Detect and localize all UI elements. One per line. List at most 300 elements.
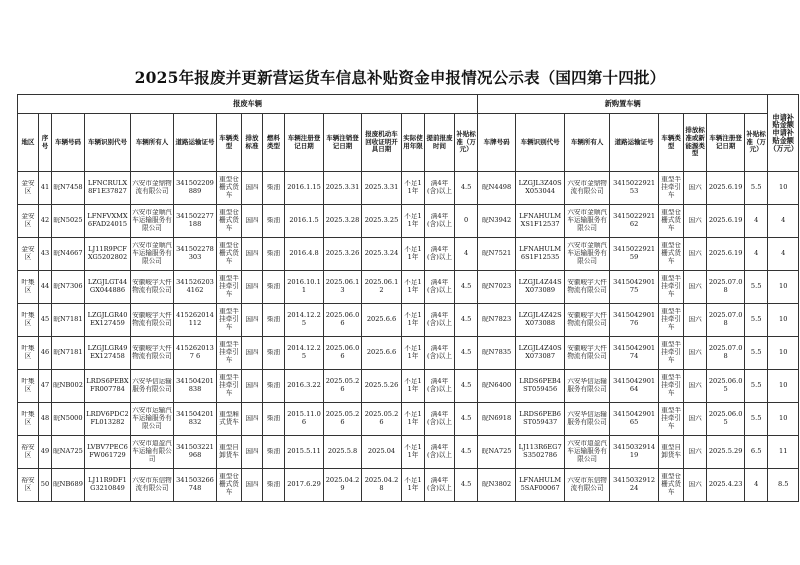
cell-value: 2025.6.19 [708, 250, 743, 258]
cell-value: 皖N6918 [482, 415, 512, 423]
cell-value: 2025.5.26 [364, 382, 399, 390]
cell-value: 45 [40, 316, 50, 324]
table-cell [362, 205, 402, 238]
cell-value: 不足11年 [404, 477, 422, 492]
cell-value: 2016.1.15 [287, 184, 321, 192]
table-cell [745, 337, 768, 370]
table-cell [707, 370, 745, 403]
cell-value: 10 [779, 349, 788, 357]
cell-value: 六安市道盈汽车运输服务有限公司 [567, 440, 607, 463]
cell-value: 4.5 [460, 283, 472, 291]
cell-value: 满4年(含)以上 [427, 213, 452, 228]
table-cell [242, 337, 263, 370]
table-cell [565, 436, 610, 469]
cell-value: 皖N7458 [53, 184, 83, 192]
table-cell [565, 271, 610, 304]
table-cell [174, 403, 217, 436]
table-cell [285, 271, 324, 304]
table-cell [263, 205, 285, 238]
apply-unit-label: 申请补贴金额（万元） [769, 128, 798, 153]
cell-value: 重型仓栅式货车 [661, 209, 682, 232]
table-cell [39, 205, 52, 238]
table-cell [18, 205, 39, 238]
col-header: 车牌号码 [478, 114, 516, 172]
table-cell [242, 304, 263, 337]
table-cell [242, 370, 263, 403]
cell-value: 安徽峻宇大件物流有限公司 [132, 279, 172, 294]
cell-value: 50 [40, 481, 50, 489]
cell-value: 皖N7023 [482, 283, 512, 291]
table-cell [768, 469, 799, 502]
cell-value: 满4年(含)以上 [427, 477, 452, 492]
cell-value: 叶集区 [21, 312, 35, 327]
table-cell [217, 304, 242, 337]
table-cell [131, 304, 174, 337]
col-header: 车辆所有人 [565, 114, 610, 172]
table-row [18, 172, 799, 205]
cell-value: 0 [463, 217, 469, 225]
cell-value: 2025.6.6 [366, 349, 397, 357]
cell-value: 安徽峻宇大件物流有限公司 [132, 345, 172, 360]
cell-value: 满4年(含)以上 [427, 444, 452, 459]
table-cell [707, 172, 745, 205]
table-cell [217, 469, 242, 502]
table-cell [285, 403, 324, 436]
cell-value: 皖N4667 [53, 250, 83, 258]
cell-value: 国六 [688, 184, 702, 192]
col-header: 实际使用年限 [402, 114, 425, 172]
cell-value: 皖N7823 [482, 316, 512, 324]
cell-value: 六安市金顺汽车运输服务有限公司 [132, 209, 172, 232]
table-cell [659, 271, 684, 304]
table-cell [516, 172, 565, 205]
cell-value: LVBV7PEC6FW061729 [87, 444, 128, 459]
table-cell [362, 403, 402, 436]
cell-value: LZGJL4Z42SX073088 [518, 312, 562, 327]
cell-value: 5.5 [750, 316, 762, 324]
table-cell [242, 205, 263, 238]
table-cell [242, 469, 263, 502]
cell-value: LFNCRULX8F1E37827 [87, 180, 128, 195]
table-cell [39, 469, 52, 502]
col-header: 车辆类型 [659, 114, 684, 172]
cell-value: 4 [781, 217, 786, 225]
cell-value: 皖N3942 [482, 217, 512, 225]
table-cell [565, 304, 610, 337]
cell-value: 不足11年 [404, 444, 422, 459]
subsidy-table [17, 94, 799, 502]
cell-value: LZGJLGR49EX127458 [87, 345, 128, 360]
cell-value: 重型半挂牵引车 [661, 341, 682, 364]
table-cell [85, 436, 131, 469]
table-cell [131, 337, 174, 370]
cell-value: 8.5 [777, 481, 789, 489]
table-cell [174, 469, 217, 502]
table-cell [217, 271, 242, 304]
cell-value: 满4年(含)以上 [427, 246, 452, 261]
table-cell [85, 337, 131, 370]
table-cell [85, 370, 131, 403]
table-cell [707, 205, 745, 238]
table-cell [362, 271, 402, 304]
cell-value: 4.5 [460, 349, 472, 357]
table-cell [455, 271, 478, 304]
cell-value: 341502277188 [176, 213, 214, 228]
cell-value: 国四 [245, 283, 259, 291]
cell-value: 国六 [688, 217, 702, 225]
cell-value: 重型半挂牵引车 [219, 308, 239, 331]
table-cell [684, 304, 707, 337]
cell-value: 重型仓栅式货车 [219, 242, 239, 265]
cell-value: 柴油 [266, 349, 281, 357]
table-cell [659, 172, 684, 205]
cell-value: 重型半挂牵引车 [661, 275, 682, 298]
table-body [18, 95, 799, 502]
cell-value: 不足11年 [404, 345, 422, 360]
table-cell [174, 172, 217, 205]
cell-value: 341504201838 [176, 378, 214, 393]
cell-value: 2025.06.05 [708, 378, 743, 393]
col-header: 排放标准或新能源类型 [684, 114, 707, 172]
table-cell [402, 238, 425, 271]
table-cell [285, 436, 324, 469]
cell-value: 341502292153 [613, 180, 656, 195]
cell-value: 4 [781, 250, 786, 258]
table-cell [52, 337, 85, 370]
table-cell [745, 469, 768, 502]
col-header: 补贴标准（万元） [455, 114, 478, 172]
cell-value: 柴油 [266, 448, 281, 456]
cell-value: 柴油 [266, 283, 281, 291]
cell-value: 2025.5.29 [708, 448, 743, 456]
cell-value: 2025.04.29 [325, 477, 360, 492]
table-cell [52, 436, 85, 469]
cell-value: 六安市金鼎物流有限公司 [567, 180, 607, 195]
table-cell [324, 304, 362, 337]
cell-value: LZGJLGR40EX127459 [87, 312, 128, 327]
cell-value: 国六 [688, 349, 702, 357]
cell-value: LZGJLGT44GX044886 [87, 279, 128, 294]
cell-value: 48 [40, 415, 50, 423]
table-cell [39, 337, 52, 370]
table-row [18, 337, 799, 370]
table-cell [362, 469, 402, 502]
table-cell [425, 304, 455, 337]
table-cell [52, 469, 85, 502]
table-cell [516, 205, 565, 238]
cell-value: 皖NB689 [53, 481, 83, 489]
table-cell [285, 370, 324, 403]
cell-value: LZGJL3Z40SX053044 [518, 180, 562, 195]
table-cell [425, 271, 455, 304]
table-cell [52, 172, 85, 205]
table-cell [455, 172, 478, 205]
table-cell [684, 403, 707, 436]
table-cell [324, 337, 362, 370]
cell-value: 六安市东信物流有限公司 [567, 477, 607, 492]
table-cell [362, 337, 402, 370]
cell-value: 柴油 [266, 316, 281, 324]
table-cell [18, 436, 39, 469]
table-cell [659, 238, 684, 271]
cell-value: 341502278303 [176, 246, 214, 261]
table-cell [684, 436, 707, 469]
table-cell [174, 205, 217, 238]
cell-value: 柴油 [266, 382, 281, 390]
cell-value: 2025.6.19 [708, 217, 743, 225]
table-cell [217, 205, 242, 238]
table-cell [285, 238, 324, 271]
table-cell [285, 304, 324, 337]
cell-value: 皖N7181 [53, 349, 83, 357]
table-cell [684, 469, 707, 502]
cell-value: 满4年(含)以上 [427, 312, 452, 327]
table-cell [610, 337, 659, 370]
cell-value: 4152620137 6 [176, 345, 214, 360]
cell-value: 341502292162 [613, 213, 656, 228]
table-cell [174, 337, 217, 370]
table-cell [478, 436, 516, 469]
table-cell [516, 370, 565, 403]
cell-value: 341504290164 [613, 378, 656, 393]
cell-value: 重型自卸货车 [661, 444, 682, 459]
table-cell [217, 337, 242, 370]
cell-value: 六安市金鼎物流有限公司 [132, 180, 172, 195]
table-cell [131, 238, 174, 271]
cell-value: 11 [779, 448, 788, 456]
table-cell [402, 436, 425, 469]
cell-value: LJ11R9PCFXG5202802 [87, 246, 128, 261]
cell-value: 重型仓栅式货车 [219, 473, 239, 496]
table-cell [768, 304, 799, 337]
cell-value: 341504290165 [613, 411, 656, 426]
table-cell [684, 337, 707, 370]
cell-value: 不足11年 [404, 213, 422, 228]
cell-value: 2025.05.26 [325, 411, 360, 426]
table-cell [659, 403, 684, 436]
col-header: 车辆号码 [52, 114, 85, 172]
table-cell [565, 172, 610, 205]
table-cell [174, 370, 217, 403]
cell-value: 国四 [245, 382, 259, 390]
cell-value: 341502209889 [176, 180, 214, 195]
col-header: 车辆识别代号 [85, 114, 131, 172]
table-cell [324, 436, 362, 469]
cell-value: 国六 [688, 283, 702, 291]
cell-value: 不足11年 [404, 279, 422, 294]
table-cell [684, 238, 707, 271]
table-cell [263, 436, 285, 469]
cell-value: 2016.4.8 [289, 250, 319, 258]
cell-value: 叶集区 [21, 378, 35, 393]
cell-value: 2016.1.5 [289, 217, 319, 225]
cell-value: 柴油 [266, 481, 281, 489]
cell-value: 2025.6.6 [366, 316, 397, 324]
cell-value: 六安市金顺汽车运输服务有限公司 [132, 242, 172, 265]
table-cell [362, 172, 402, 205]
cell-value: 2025.05.26 [364, 411, 399, 426]
group-new-vehicle: 新购置车辆 [478, 95, 768, 114]
cell-value: 国六 [688, 448, 702, 456]
cell-value: 重型半挂牵引车 [219, 374, 239, 397]
table-cell [516, 238, 565, 271]
cell-value: 341503291224 [613, 477, 656, 492]
table-cell [768, 370, 799, 403]
cell-value: 国六 [688, 481, 702, 489]
table-cell [402, 469, 425, 502]
table-cell [516, 304, 565, 337]
cell-value: 皖N7835 [482, 349, 512, 357]
table-cell [402, 172, 425, 205]
table-cell [263, 370, 285, 403]
table-cell [52, 370, 85, 403]
cell-value: 5.5 [750, 382, 762, 390]
table-cell [39, 304, 52, 337]
table-cell [174, 304, 217, 337]
cell-value: 国六 [688, 415, 702, 423]
cell-value: 341502292159 [613, 246, 656, 261]
table-cell [610, 205, 659, 238]
table-cell [659, 304, 684, 337]
col-header: 车辆类型 [217, 114, 242, 172]
cell-value: 叶集区 [21, 411, 35, 426]
table-cell [39, 403, 52, 436]
cell-value: 国四 [245, 217, 259, 225]
col-header: 提前报废时间 [425, 114, 455, 172]
table-cell [131, 172, 174, 205]
table-cell [707, 271, 745, 304]
table-cell [610, 172, 659, 205]
cell-value: 不足11年 [404, 246, 422, 261]
table-cell [402, 370, 425, 403]
table-cell [565, 337, 610, 370]
cell-value: 皖NA725 [53, 448, 83, 456]
cell-value: 重型半挂牵引车 [661, 308, 682, 331]
cell-value: 不足11年 [404, 378, 422, 393]
cell-value: 341504290176 [613, 312, 656, 327]
table-cell [768, 205, 799, 238]
cell-value: 六安市金顺汽车运输服务有限公司 [567, 242, 607, 265]
table-cell [131, 403, 174, 436]
cell-value: 国四 [245, 415, 259, 423]
cell-value: 重型仓栅式货车 [661, 473, 682, 496]
col-header: 序号 [39, 114, 52, 172]
table-cell [285, 172, 324, 205]
cell-value: 重型仓栅式货车 [219, 209, 239, 232]
cell-value: 4 [463, 250, 469, 258]
table-cell [425, 370, 455, 403]
table-cell [610, 238, 659, 271]
table-cell [85, 205, 131, 238]
table-cell [745, 271, 768, 304]
table-cell [745, 436, 768, 469]
table-cell [478, 172, 516, 205]
table-cell [85, 271, 131, 304]
cell-value: 满4年(含)以上 [427, 411, 452, 426]
table-cell [610, 271, 659, 304]
table-cell [425, 337, 455, 370]
table-cell [18, 238, 39, 271]
table-row [18, 436, 799, 469]
cell-value: 49 [40, 448, 50, 456]
cell-value: 44 [40, 283, 50, 291]
table-cell [768, 271, 799, 304]
table-cell [610, 436, 659, 469]
cell-value: 六安华信运输服务有限公司 [132, 378, 172, 393]
cell-value: LRDS6PEBXFR007784 [86, 378, 129, 393]
table-cell [39, 271, 52, 304]
table-cell [52, 238, 85, 271]
table-cell [478, 205, 516, 238]
cell-value: 4.5 [460, 316, 472, 324]
cell-value: 6.5 [750, 448, 762, 456]
cell-value: 2014.12.25 [287, 345, 321, 360]
cell-value: 国四 [245, 448, 259, 456]
table-cell [362, 370, 402, 403]
table-cell [768, 238, 799, 271]
table-cell [707, 469, 745, 502]
cell-value: 10 [779, 382, 788, 390]
table-cell [131, 436, 174, 469]
cell-value: LRDV6PDC2FL013282 [86, 411, 129, 426]
table-cell [610, 370, 659, 403]
table-cell [85, 238, 131, 271]
table-cell [263, 403, 285, 436]
cell-value: 4.5 [460, 382, 472, 390]
table-cell [516, 403, 565, 436]
cell-value: LFNAHULMXS1F12537 [519, 213, 562, 228]
table-cell [131, 271, 174, 304]
table-cell [242, 238, 263, 271]
table-cell [768, 172, 799, 205]
table-cell [174, 436, 217, 469]
table-cell [217, 172, 242, 205]
table-cell [659, 469, 684, 502]
cell-value: 43 [40, 250, 50, 258]
cell-value: LRDS6PEB6ST059437 [519, 411, 561, 426]
cell-value: 5.5 [750, 349, 762, 357]
cell-value: 满4年(含)以上 [427, 345, 452, 360]
col-header: 车辆注册登记日期 [285, 114, 324, 172]
table-cell [131, 205, 174, 238]
table-cell [684, 370, 707, 403]
cell-value: 341504290174 [613, 345, 656, 360]
cell-value: 国六 [688, 316, 702, 324]
table-row [18, 205, 799, 238]
table-cell [455, 238, 478, 271]
table-cell [18, 403, 39, 436]
cell-value: 2025.05.26 [325, 378, 360, 393]
table-cell [659, 337, 684, 370]
cell-value: 裕安区 [21, 444, 35, 459]
cell-value: 2025.3.31 [325, 184, 360, 192]
table-cell [174, 238, 217, 271]
cell-value: 46 [40, 349, 50, 357]
cell-value: 皖N5025 [53, 217, 83, 225]
cell-value: 2025.07.08 [708, 345, 743, 360]
cell-value: LFNFVXMX6FAD24015 [87, 213, 128, 228]
cell-value: 重型半挂牵引车 [219, 275, 239, 298]
table-cell [516, 337, 565, 370]
table-cell [52, 271, 85, 304]
table-cell [516, 436, 565, 469]
table-cell [478, 370, 516, 403]
table-cell [565, 205, 610, 238]
cell-value: 2017.6.29 [287, 481, 321, 489]
cell-value: 不足11年 [404, 312, 422, 327]
table-cell [768, 403, 799, 436]
cell-value: 2025.6.19 [708, 184, 743, 192]
